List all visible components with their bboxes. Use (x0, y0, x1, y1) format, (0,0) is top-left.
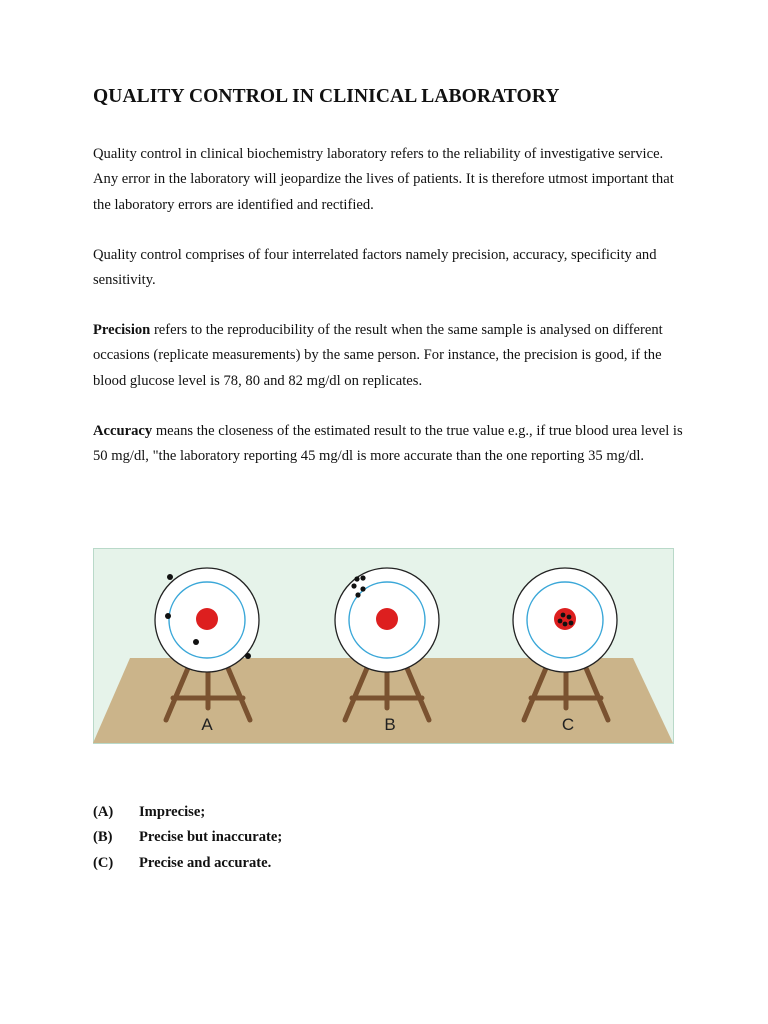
target-a-label: A (201, 715, 213, 734)
target-c-bullseye (554, 608, 576, 630)
target-diagram-svg (93, 548, 674, 744)
legend-key-c: (C) (93, 854, 114, 871)
legend-key-a: (A) (93, 804, 114, 820)
factors-paragraph: Quality control comprises of four interrelated factors namely precision, accuracy, specificity and sensitivity. (93, 247, 657, 289)
accuracy-paragraph (93, 419, 683, 470)
document-title: QUALITY CONTROL IN CLINICAL LABORATORY (93, 86, 560, 107)
target-b-label: B (384, 715, 396, 734)
target-a-bullseye (196, 608, 218, 630)
target-b-bullseye (376, 608, 398, 630)
legend-list (93, 800, 282, 876)
intro-paragraph: Quality control in clinical biochemistry laboratory refers to the reliability of investigative service. Any error in the laboratory will jeopardize the lives of patients. It is therefore utmost important that the laboratory errors are identified and rectified. (93, 146, 674, 213)
precision-definition: refers to the reproducibility of the result when the same sample is analysed on different occasions (replicate measurements) by the same person. For instance, the precision is good, if the blood glucose level is 78, 80 and 82 mg/dl on replicates. (93, 322, 663, 389)
legend-text-b: Precise but inaccurate; (139, 829, 283, 846)
legend-text-a: Imprecise; (139, 804, 206, 820)
legend-key-b: (B) (93, 829, 113, 846)
legend-item-a (93, 800, 282, 825)
legend-item-b (93, 825, 282, 850)
precision-paragraph (93, 318, 683, 394)
legend-text-c: Precise and accurate. (139, 854, 272, 871)
precision-term: Precision (93, 322, 151, 338)
accuracy-term: Accuracy (93, 423, 153, 439)
accuracy-definition: means the closeness of the estimated result to the true value e.g., if true blood urea level is 50 mg/dl, "the laboratory reporting 45 mg/dl is more accurate than the one reporting 35 mg/dl. (93, 423, 683, 465)
legend-item-c (93, 851, 282, 876)
target-c-label: C (561, 715, 575, 734)
target-diagram (93, 548, 674, 744)
target-c (513, 568, 617, 734)
target-a (155, 568, 259, 734)
target-b (335, 568, 439, 734)
